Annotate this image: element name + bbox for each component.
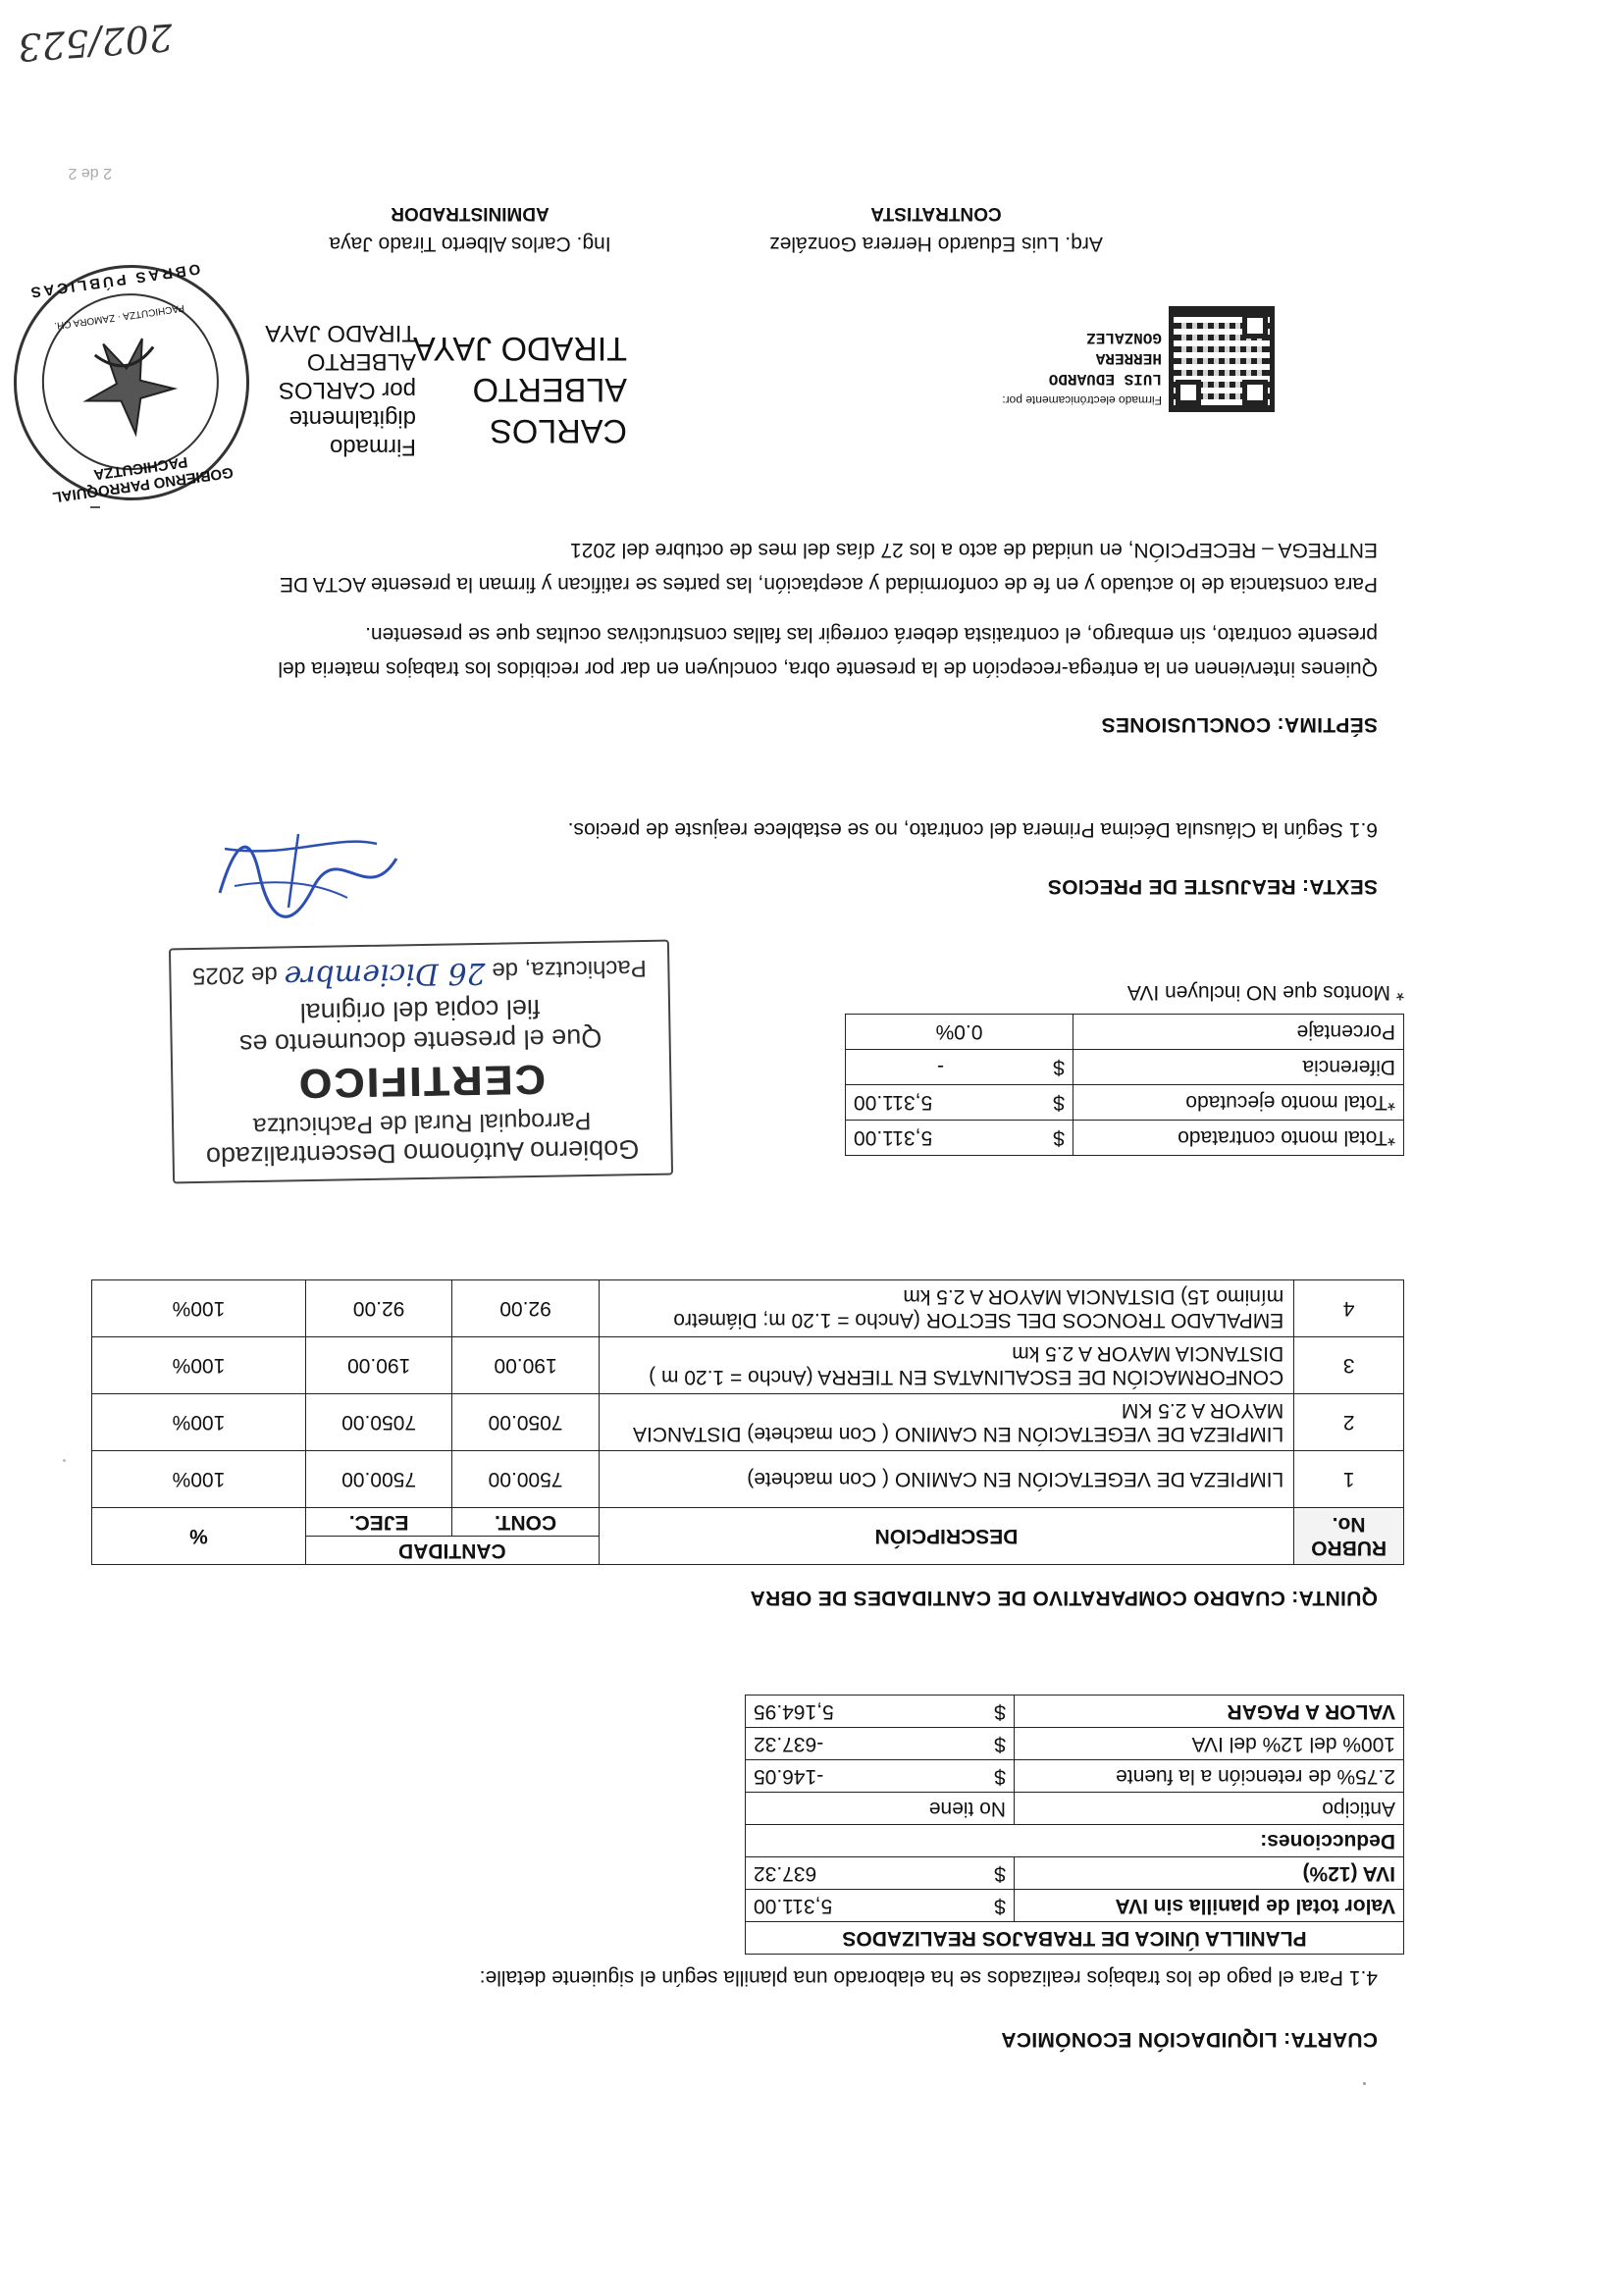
total-value: - <box>846 1050 1036 1085</box>
seal-text-top: GOBIERNO PARROQUIAL PACHICUTZA <box>51 452 235 506</box>
planilla-label: 100% del 12% del IVA <box>1015 1728 1404 1760</box>
seal-emblem-icon <box>73 325 184 445</box>
totals-note: * Montos que NO incluyen IVA <box>1126 981 1404 1004</box>
qr-finder <box>1242 380 1268 405</box>
planilla-label: Anticipo <box>1015 1793 1404 1825</box>
qr-name-2: HERRERA <box>1095 349 1162 367</box>
page-number: 2 de 2 <box>68 165 112 182</box>
sig-small-line3: por CARLOS <box>278 377 416 403</box>
row-cont: 7050.00 <box>452 1394 599 1451</box>
planilla-cur: $ <box>974 1890 1015 1922</box>
header-descripcion: DESCRIPCIÓN <box>599 1508 1293 1565</box>
stamp-line4: Que el presente documento es <box>238 1022 602 1060</box>
septima-p2-line1: Para constancia de lo actuado y en fe de conformidad y aceptación, las partes se ratifican y firman la presente ACTA DE <box>279 573 1378 596</box>
admin-signature-small <box>265 319 416 461</box>
contractor-name: Arq. Luis Eduardo Herrera González <box>769 233 1103 255</box>
table-row <box>846 1121 1404 1156</box>
admin-role: ADMINISTRADOR <box>391 203 550 224</box>
qr-finder <box>1242 313 1268 339</box>
header-no-label: No. <box>1332 1513 1366 1537</box>
table-row <box>92 1451 1404 1508</box>
total-label: Porcentaje <box>1073 1015 1404 1050</box>
total-value: 5,311.00 <box>846 1085 1036 1121</box>
planilla-value: 5,164.95 <box>746 1696 975 1728</box>
header-rubro <box>1294 1508 1404 1565</box>
admin-signature-big <box>413 328 627 451</box>
table-row <box>746 1890 1404 1922</box>
row-ejec: 7500.00 <box>305 1451 451 1508</box>
row-pct: 100% <box>92 1337 306 1394</box>
total-label: *Total monto contratado <box>1073 1121 1404 1156</box>
header-percent: % <box>92 1508 306 1565</box>
section-cuarta-title: CUARTA: LIQUIDACIÓN ECONÓMICA <box>1001 2028 1378 2051</box>
planilla-value: No tiene <box>746 1793 1015 1825</box>
planilla-value: -146.05 <box>746 1760 975 1793</box>
qr-name-3: GONZALEZ <box>1086 329 1162 346</box>
planilla-label: 2.75% de retención a la fuente <box>1015 1760 1404 1793</box>
scan-dot <box>1363 2082 1366 2085</box>
septima-p1-line2: presente contrato, sin embargo, el contratista deberá corregir las fallas constructivas ocultas que se presenten. <box>365 623 1378 646</box>
row-desc: LIMPIEZA DE VEGETACIÓN EN CAMINO ( Con machete) <box>599 1451 1293 1508</box>
total-label: Diferencia <box>1073 1050 1404 1085</box>
planilla-label: Valor total de planilla sin IVA <box>1015 1890 1404 1922</box>
row-ejec: 92.00 <box>305 1280 451 1337</box>
total-cur: $ <box>1035 1085 1073 1121</box>
sig-small-line1: Firmado <box>329 434 416 460</box>
row-no: 3 <box>1294 1337 1404 1394</box>
sig-small-line2: digitalmente <box>288 405 416 432</box>
blue-signature <box>210 819 406 927</box>
row-no: 1 <box>1294 1451 1404 1508</box>
septima-p1-line1: Quienes intervienen en la entrega-recepción de la presente obra, concluyen en dar por recibidos los trabajos materia del <box>278 657 1378 680</box>
total-value: 0.0% <box>846 1015 1073 1050</box>
header-rubro-label: RUBRO <box>1311 1537 1387 1560</box>
qr-code <box>1169 306 1275 412</box>
stamp-line5: fiel copia del original <box>299 993 541 1028</box>
planilla-value: -637.32 <box>746 1728 975 1760</box>
row-ejec: 190.00 <box>305 1337 451 1394</box>
table-row <box>92 1280 1404 1337</box>
planilla-cur: $ <box>974 1696 1015 1728</box>
scan-mark <box>90 506 100 508</box>
row-pct: 100% <box>92 1451 306 1508</box>
seal-text-right: OBRAS PÚBLICAS <box>26 260 202 301</box>
seal-text-inner: PACHICUTZA · ZAMORA CH. <box>53 301 185 332</box>
certified-stamp <box>169 940 673 1184</box>
admin-name: Ing. Carlos Alberto Tirado Jaya <box>329 233 611 255</box>
planilla-label: Deducciones: <box>746 1825 1404 1857</box>
sig-small-line4: ALBERTO <box>306 348 416 375</box>
header-cantidad: CANTIDAD <box>305 1537 599 1565</box>
stamp-line2: Parroquial Rural de Pachicutza <box>252 1106 592 1140</box>
table-row <box>746 1760 1404 1793</box>
stamp-line6-prefix: Pachicutza, de <box>492 954 648 984</box>
row-no: 2 <box>1294 1394 1404 1451</box>
table-row <box>846 1050 1404 1085</box>
total-cur: $ <box>1035 1050 1073 1085</box>
sig-big-line3: TIRADO JAYA <box>413 330 627 367</box>
planilla-cur: $ <box>974 1728 1015 1760</box>
table-row <box>92 1394 1404 1451</box>
table-row <box>746 1696 1404 1728</box>
planilla-table <box>745 1695 1404 1955</box>
folio-mark: 202/523 <box>16 15 175 70</box>
planilla-label: VALOR A PAGAR <box>1015 1696 1404 1728</box>
row-cont: 92.00 <box>452 1280 599 1337</box>
planilla-title: PLANILLA ÚNICA DE TRABAJOS REALIZADOS <box>746 1922 1404 1955</box>
official-seal <box>0 249 265 515</box>
qr-caption: Firmado electrónicamente por: <box>1002 393 1162 407</box>
row-desc: CONFORMACIÓN DE ESCALINATAS EN TIERRA (Ancho = 1.20 m ) DISTANCIA MAYOR A 2.5 km <box>599 1337 1293 1394</box>
total-label: *Total monto ejecutado <box>1073 1085 1404 1121</box>
sig-big-line1: CARLOS <box>490 412 627 449</box>
section-sexta-text: 6.1 Según la Cláusula Décima Primera del contrato, no se establece reajuste de precios. <box>567 818 1378 841</box>
section-septima-title: SÉPTIMA: CONCLUSIONES <box>1101 713 1378 736</box>
planilla-cur: $ <box>974 1857 1015 1890</box>
comparison-table <box>91 1279 1404 1565</box>
total-cur: $ <box>1035 1121 1073 1156</box>
row-desc: LIMPIEZA DE VEGETACIÓN EN CAMINO ( Con machete) DISTANCIA MAYOR A 2.5 KM <box>599 1394 1293 1451</box>
stamp-line6 <box>184 953 654 995</box>
header-cont: CONT. <box>452 1508 599 1537</box>
header-ejec: EJEC. <box>305 1508 451 1537</box>
stamp-date-handwritten: 26 Diciembre <box>284 955 487 994</box>
section-cuarta-intro: 4.1 Para el pago de los trabajos realizados se ha elaborado una planilla según el siguiente detalle: <box>479 1966 1378 1989</box>
section-sexta-title: SEXTA: REAJUSTE DE PRECIOS <box>1047 875 1378 898</box>
sig-big-line2: ALBERTO <box>472 371 627 408</box>
scan-dot <box>63 1459 66 1462</box>
row-pct: 100% <box>92 1394 306 1451</box>
table-row <box>746 1857 1404 1890</box>
row-cont: 190.00 <box>452 1337 599 1394</box>
septima-p2-line2: ENTREGA – RECEPCIÓN, en unidad de acto a los 27 días del mes de octubre del 2021 <box>570 539 1378 561</box>
totals-table <box>845 1014 1404 1156</box>
sig-small-line5: TIRADO JAYA <box>265 320 416 346</box>
planilla-value: 5,311.00 <box>746 1890 975 1922</box>
stamp-line1: Gobierno Autónomo Descentralizado <box>205 1134 640 1172</box>
planilla-label: IVA (12%) <box>1015 1857 1404 1890</box>
planilla-value: 637.32 <box>746 1857 975 1890</box>
row-ejec: 7050.00 <box>305 1394 451 1451</box>
row-desc: EMPALADO TRONCOS DEL SECTOR (Ancho = 1.20 m; Diámetro mínimo 15) DISTANCIA MAYOR A 2.5 km <box>599 1280 1293 1337</box>
table-row <box>746 1825 1404 1857</box>
table-row <box>846 1085 1404 1121</box>
table-row <box>746 1728 1404 1760</box>
table-row <box>846 1015 1404 1050</box>
qr-name-1: LUIS EDUARDO <box>1048 370 1162 388</box>
row-no: 4 <box>1294 1280 1404 1337</box>
total-value: 5,311.00 <box>846 1121 1036 1156</box>
contractor-role: CONTRATISTA <box>870 203 1002 224</box>
planilla-cur: $ <box>974 1760 1015 1793</box>
stamp-line6-suffix: de 2025 <box>191 961 279 990</box>
row-pct: 100% <box>92 1280 306 1337</box>
row-cont: 7500.00 <box>452 1451 599 1508</box>
table-row <box>92 1337 1404 1394</box>
table-row <box>746 1793 1404 1825</box>
qr-finder <box>1176 380 1201 405</box>
stamp-certifico: CERTIFICO <box>296 1056 547 1108</box>
section-quinta-title: QUINTA: CUADRO COMPARATIVO DE CANTIDADES DE OBRA <box>750 1587 1378 1609</box>
